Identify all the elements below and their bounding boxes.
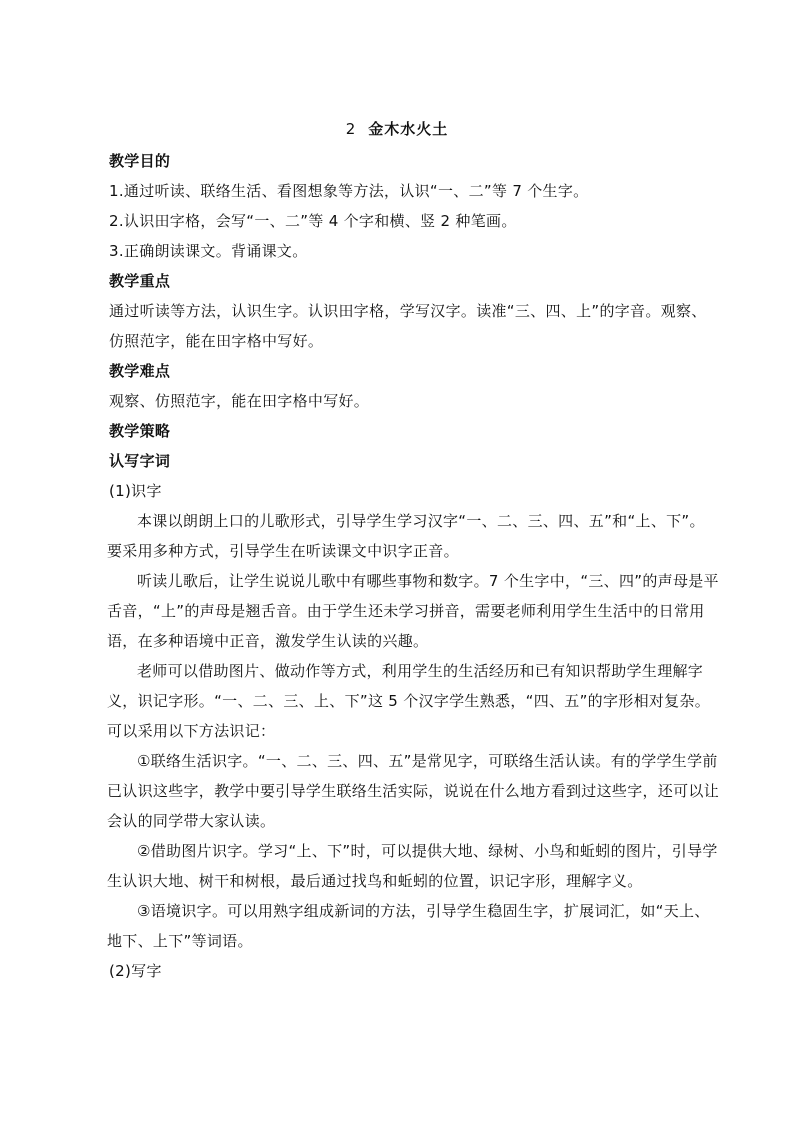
- words-heading: 认写字词: [109, 452, 171, 470]
- page-title: [0, 119, 794, 139]
- paragraph-2: 听读儿歌后，让学生说说儿歌中有哪些事物和数字。7 个生字中，“三、四”的声母是平舌音，“上”的声母是翘舌音。由于学生还未学习拼音，需要老师利用学生生活中的日常用语，在多种语境中正音，激发学生认读的兴趣。: [107, 572, 719, 650]
- strategy-heading: 教学策略: [109, 422, 171, 440]
- difficulty-heading: 教学难点: [109, 362, 171, 380]
- goal-item-1: 1.通过听读、联络生活、看图想象等方法，认识“一、二”等 7 个生字。: [109, 182, 589, 200]
- paragraph-4: ①联络生活识字。“一、二、三、四、五”是常见字，可联络生活认读。有的学学生学前已认识这些字，教学中要引导学生联络生活实际，说说在什么地方看到过这些字，还可以让会认的同学带大家认读。: [107, 752, 720, 830]
- key-heading: 教学重点: [109, 272, 171, 290]
- difficulty-text: 观察、仿照范字，能在田字格中写好。: [109, 392, 370, 410]
- document-body: [107, 146, 720, 986]
- goal-item-3: 3.正确朗读课文。背诵课文。: [109, 242, 308, 260]
- paragraph-1: 本课以朗朗上口的儿歌形式，引导学生学习汉字“一、二、三、四、五”和“上、下”。要采用多种方式，引导学生在听读课文中识字正音。: [107, 512, 705, 560]
- goal-heading: 教学目的: [109, 152, 171, 170]
- key-text: 通过听读等方法，认识生字。认识田字格，学写汉字。读准“三、四、上”的字音。观察、仿照范字，能在田字格中写好。: [109, 302, 707, 350]
- subsection-label-literacy: (1)识字: [109, 482, 162, 500]
- subsection-label-writing: (2)写字: [109, 962, 162, 980]
- title-number: 2: [345, 120, 357, 138]
- title-text: 金木水火土: [368, 120, 449, 138]
- paragraph-5: ②借助图片识字。学习“上、下”时，可以提供大地、绿树、小鸟和蚯蚓的图片，引导学生认识大地、树干和树根，最后通过找鸟和蚯蚓的位置，识记字形，理解字义。: [107, 842, 718, 890]
- paragraph-6: ③语境识字。可以用熟字组成新词的方法，引导学生稳固生字，扩展词汇，如“天上、地下、上下”等词语。: [107, 902, 710, 950]
- goal-item-2: 2.认识田字格，会写“一、二”等 4 个字和横、竖 2 种笔画。: [109, 212, 517, 230]
- paragraph-3: 老师可以借助图片、做动作等方式，利用学生的生活经历和已有知识帮助学生理解字义，识记字形。“一、二、三、上、下”这 5 个汉字学生熟悉，“四、五”的字形相对复杂。可以采用以下方法识记：: [107, 662, 711, 740]
